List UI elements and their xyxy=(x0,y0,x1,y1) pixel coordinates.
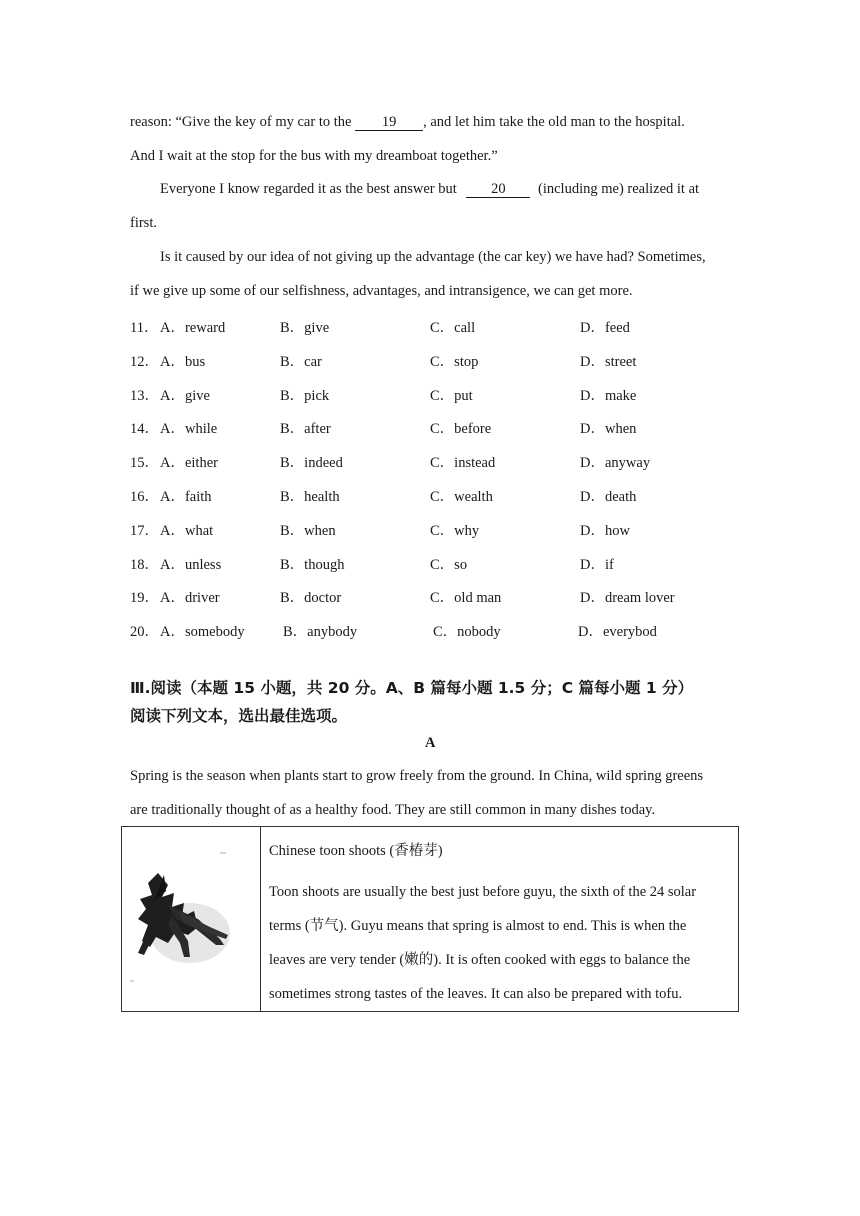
option-a[interactable]: A．driver xyxy=(160,590,220,607)
option-b[interactable]: B．health xyxy=(280,489,340,505)
image-cell xyxy=(122,827,261,1012)
question-row xyxy=(130,316,750,336)
option-b[interactable]: B．indeed xyxy=(280,455,343,472)
answer-blank-20: 20 xyxy=(466,182,530,198)
passage-line-4: first. xyxy=(130,215,157,231)
question-row xyxy=(130,519,750,539)
question-row xyxy=(130,350,750,370)
option-c[interactable]: C．nobody xyxy=(433,624,501,641)
passage-line-6: if we give up some of our selfishness, advantages, and intransigence, we can get more. xyxy=(130,283,633,299)
option-c[interactable]: C．wealth xyxy=(430,489,493,505)
toon-shoots-image xyxy=(128,845,248,985)
question-number: 11． xyxy=(130,320,159,336)
option-a[interactable]: A．unless xyxy=(160,556,222,573)
option-a[interactable]: A．reward xyxy=(160,320,226,336)
option-a[interactable]: A．bus xyxy=(160,353,206,370)
passage-text: reason: “Give the key of my car to the xyxy=(130,114,356,130)
question-row xyxy=(130,451,750,471)
passage-text: Everyone I know regarded it as the best answer but xyxy=(160,181,461,197)
option-c[interactable]: C．why xyxy=(430,522,480,539)
question-row xyxy=(130,384,750,404)
option-a[interactable]: A．somebody xyxy=(160,624,245,641)
passage-line-2: And I wait at the stop for the bus with my dreamboat together.” xyxy=(130,148,498,164)
option-a[interactable]: A．either xyxy=(160,455,218,472)
question-number: 14． xyxy=(130,421,159,438)
question-number: 19． xyxy=(130,590,159,607)
question-number: 15． xyxy=(130,455,159,472)
option-c[interactable]: C．old man xyxy=(430,590,502,607)
question-number: 16． xyxy=(130,489,159,505)
option-d[interactable]: D．anyway xyxy=(580,455,651,472)
option-d[interactable]: D．make xyxy=(580,387,637,404)
section-instruction: 阅读下列文本，选出最佳选项。 xyxy=(130,707,348,725)
answer-blank-19: 19 xyxy=(355,115,423,131)
passage-text: (including me) realized it at xyxy=(534,181,700,197)
part-label: A xyxy=(425,735,436,751)
question-row xyxy=(130,586,750,606)
toon-line-2: terms (节气). Guyu means that spring is almost to end. This is when the xyxy=(269,918,687,934)
question-row xyxy=(130,417,750,437)
question-row xyxy=(130,485,750,505)
passage-line-5: Is it caused by our idea of not giving up the advantage (the car key) we have had? Sometimes, xyxy=(160,249,706,265)
option-b[interactable]: B．anybody xyxy=(283,624,358,641)
toon-line-4: sometimes strong tastes of the leaves. It can also be prepared with tofu. xyxy=(269,986,683,1002)
question-number: 13． xyxy=(130,387,159,404)
option-c[interactable]: C．put xyxy=(430,387,473,404)
toon-line-1: Toon shoots are usually the best just before guyu, the sixth of the 24 solar xyxy=(269,884,697,900)
passage-text: , and let him take the old man to the hospital. xyxy=(423,114,685,130)
option-c[interactable]: C．call xyxy=(430,320,476,336)
option-b[interactable]: B．doctor xyxy=(280,590,342,607)
question-row xyxy=(130,553,750,573)
option-a[interactable]: A．faith xyxy=(160,489,212,505)
option-d[interactable]: D．street xyxy=(580,353,637,370)
option-b[interactable]: B．when xyxy=(280,522,336,539)
option-a[interactable]: A．while xyxy=(160,421,218,438)
question-row xyxy=(130,620,750,640)
option-b[interactable]: B．car xyxy=(280,353,322,370)
option-c[interactable]: C．so xyxy=(430,556,468,573)
reading-intro-line-2: are traditionally thought of as a healthy food. They are still common in many dishes today. xyxy=(130,802,656,818)
section-heading: Ⅲ.阅读（本题 15 小题，共 20 分。A、B 篇每小题 1.5 分；C 篇每小题 1 分） xyxy=(130,679,694,697)
passage-line-1 xyxy=(130,114,685,131)
question-number: 17． xyxy=(130,522,159,539)
toon-title: Chinese toon shoots (香椿芽) xyxy=(269,843,443,859)
question-number: 20． xyxy=(130,624,159,641)
question-number: 18． xyxy=(130,556,159,573)
option-d[interactable]: D．when xyxy=(580,421,637,438)
option-c[interactable]: C．instead xyxy=(430,455,496,472)
cell-text xyxy=(261,827,738,1011)
option-b[interactable]: B．though xyxy=(280,556,345,573)
toon-line-3: leaves are very tender (嫩的). It is often cooked with eggs to balance the xyxy=(269,952,691,968)
option-b[interactable]: B．give xyxy=(280,320,330,336)
option-d[interactable]: D．death xyxy=(580,489,637,505)
option-d[interactable]: D．feed xyxy=(580,320,630,336)
option-d[interactable]: D．how xyxy=(580,522,630,539)
option-b[interactable]: B．after xyxy=(280,421,331,438)
toon-table xyxy=(121,826,739,1012)
option-a[interactable]: A．what xyxy=(160,522,214,539)
option-d[interactable]: D．dream lover xyxy=(580,590,675,607)
option-c[interactable]: C．stop xyxy=(430,353,479,370)
option-b[interactable]: B．pick xyxy=(280,387,330,404)
text-cell xyxy=(261,827,739,1012)
option-c[interactable]: C．before xyxy=(430,421,492,438)
question-number: 12． xyxy=(130,353,159,370)
option-d[interactable]: D．everybod xyxy=(578,624,657,641)
passage-line-3 xyxy=(160,181,699,198)
option-d[interactable]: D．if xyxy=(580,556,614,573)
option-a[interactable]: A．give xyxy=(160,387,210,404)
reading-intro-line-1: Spring is the season when plants start to grow freely from the ground. In China, wild spring greens xyxy=(130,768,704,784)
